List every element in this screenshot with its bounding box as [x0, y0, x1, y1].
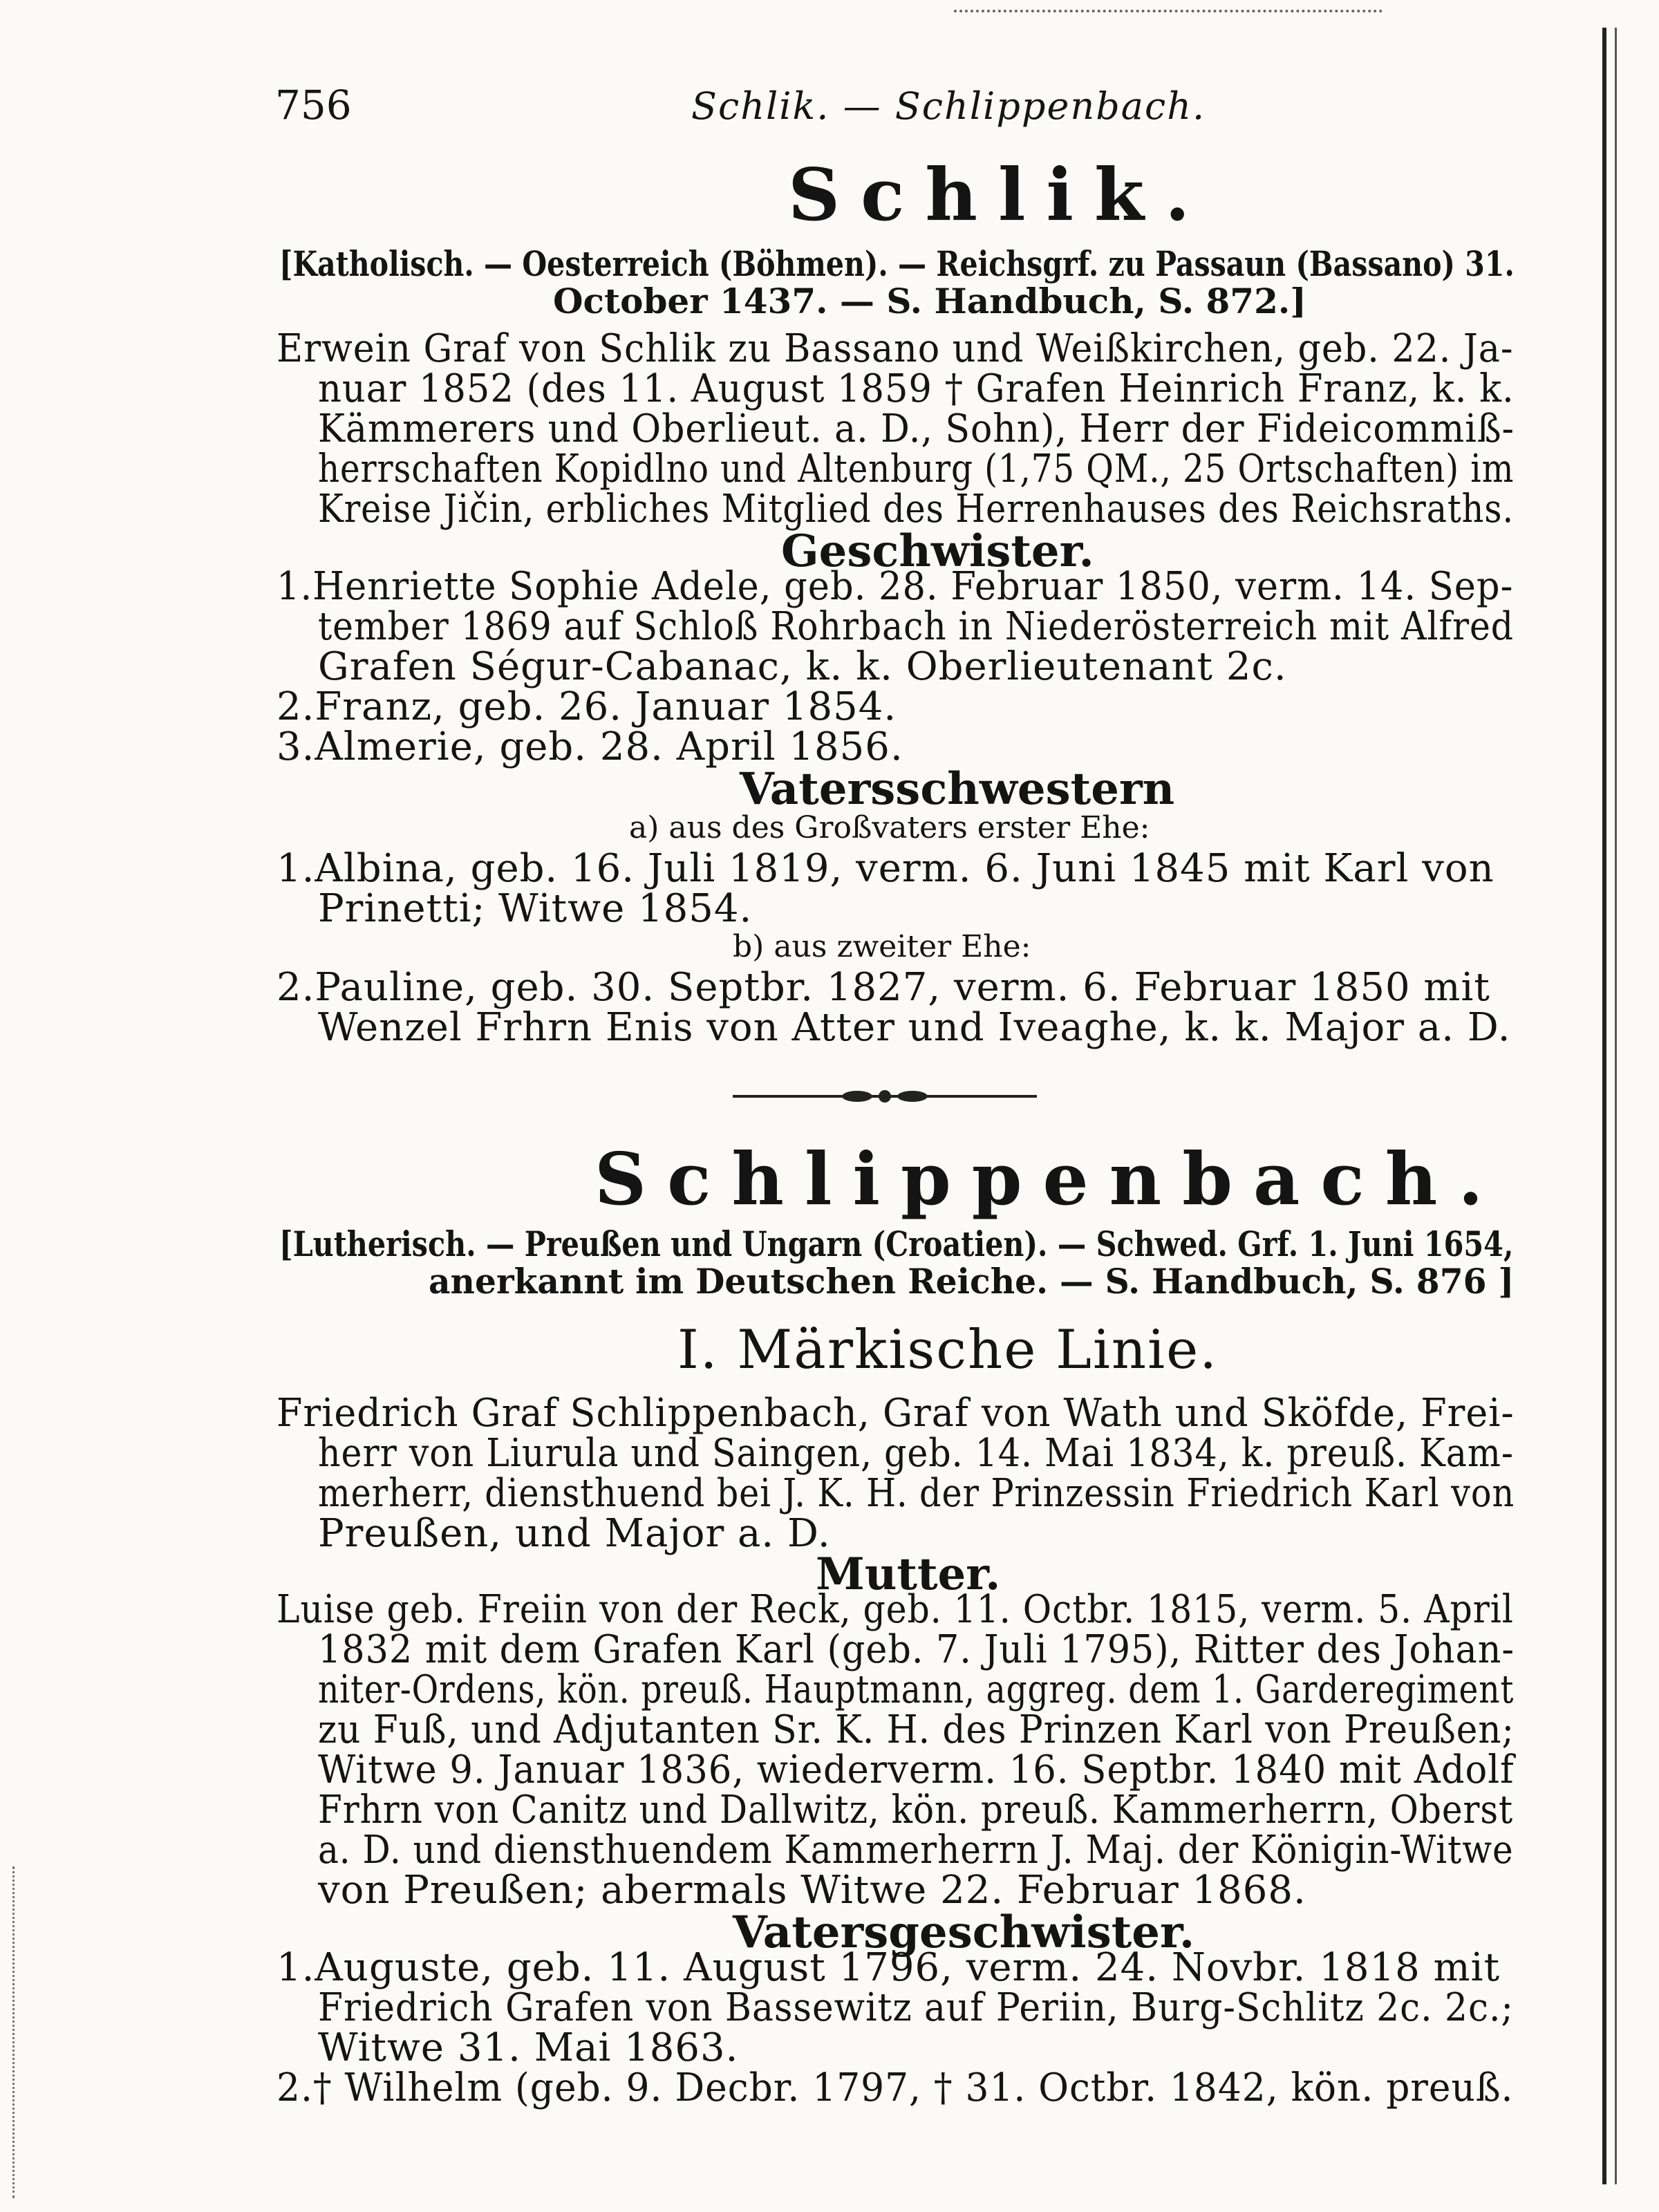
sibling-line-3: Grafen Ségur-Cabanac, k. k. Oberlieutenant 2c.	[318, 644, 1287, 689]
aunt-b-line-2: Wenzel Frhrn Enis von Atter und Iveaghe, k. k. Major a. D.	[318, 1005, 1511, 1050]
mother-line-5: Witwe 9. Januar 1836, wiederverm. 16. Septbr. 1840 mit Adolf	[318, 1747, 1515, 1792]
uncle-line-1: 1.Auguste, geb. 11. August 1796, verm. 24. Novbr. 1818 mit	[276, 1945, 1501, 1990]
schlik-entry-line-1: Erwein Graf von Schlik zu Bassano und Weißkirchen, geb. 22. Ja-	[276, 326, 1514, 371]
mother-line-7: a. D. und diensthuendem Kammerherrn J. Maj. der Königin-Witwe	[318, 1828, 1514, 1873]
schlik-entry-line-5: Kreise Jičin, erbliches Mitglied des Herrenhauses des Reichsraths.	[318, 487, 1514, 532]
mother-line-2: 1832 mit dem Grafen Karl (geb. 7. Juli 1795), Ritter des Johan-	[318, 1627, 1515, 1672]
mother-line-8: von Preußen; abermals Witwe 22. Februar 1868.	[318, 1868, 1306, 1913]
family-title-schlippenbach: Schlippenbach.	[594, 1136, 1504, 1221]
sibling-line-5: 3.Almerie, geb. 28. April 1856.	[276, 724, 903, 769]
aunt-a-line-2: Prinetti; Witwe 1854.	[318, 886, 753, 931]
mother-line-3: niter-Ordens, kön. preuß. Hauptmann, aggreg. dem 1. Garderegiment	[318, 1667, 1515, 1712]
schlik-entry-line-3: Kämmerers und Oberlieut. a. D., Sohn), Herr der Fideicommiß-	[318, 406, 1515, 451]
uncle-line-3: Witwe 31. Mai 1863.	[318, 2025, 739, 2070]
schlippenbach-bracket-line-1: [Lutherisch. — Preußen und Ungarn (Croatien). — Schwed. Grf. 1. Juni 1654,	[279, 1224, 1514, 1264]
schlik-bracket-line-1: [Katholisch. — Oesterreich (Böhmen). — Reichsgrf. zu Passaun (Bassano) 31.	[279, 243, 1515, 284]
mother-line-6: Frhrn von Canitz und Dallwitz, kön. preuß. Kammerherrn, Oberst	[318, 1788, 1514, 1833]
top-edge-dots	[954, 10, 1382, 12]
mother-line-4: zu Fuß, und Adjutanten Sr. K. H. des Prinzen Karl von Preußen;	[318, 1707, 1515, 1752]
page-number: 756	[275, 82, 352, 129]
schlippenbach-entry-line-1: Friedrich Graf Schlippenbach, Graf von Wath und Sköfde, Frei-	[276, 1391, 1515, 1436]
aunt-a-line-1: 1.Albina, geb. 16. Juli 1819, verm. 6. Juni 1845 mit Karl von	[276, 846, 1494, 891]
schlik-entry-line-2: nuar 1852 (des 11. August 1859 † Grafen Heinrich Franz, k. k.	[318, 366, 1515, 411]
mother-line-1: Luise geb. Freiin von der Reck, geb. 11. Octbr. 1815, verm. 5. April	[276, 1587, 1514, 1632]
sibling-line-4: 2.Franz, geb. 26. Januar 1854.	[276, 684, 897, 729]
schlippenbach-entry-line-3: merherr, diensthuend bei J. K. H. der Prinzessin Friedrich Karl von	[318, 1471, 1515, 1516]
schlippenbach-entry-line-4: Preußen, und Major a. D.	[318, 1511, 831, 1556]
page-edge-rule-thin	[1615, 28, 1617, 2184]
running-title: Schlik. — Schlippenbach.	[691, 84, 1206, 128]
page-edge-rule	[1602, 28, 1606, 2184]
heading-geschwister: Geschwister.	[781, 525, 1094, 577]
uncle-line-2: Friedrich Grafen von Bassewitz auf Periin, Burg-Schlitz 2c. 2c.;	[318, 1985, 1514, 2030]
uncle-line-4: 2.† Wilhelm (geb. 9. Decbr. 1797, † 31. Octbr. 1842, kön. preuß.	[276, 2065, 1514, 2110]
aunt-b-line-1: 2.Pauline, geb. 30. Septbr. 1827, verm. 6. Februar 1850 mit	[276, 965, 1490, 1010]
sibling-line-1: 1.Henriette Sophie Adele, geb. 28. Februar 1850, verm. 14. Sep-	[276, 564, 1514, 609]
subheading-second-marriage: b) aus zweiter Ehe:	[733, 929, 1031, 964]
sibling-line-2: tember 1869 auf Schloß Rohrbach in Niederösterreich mit Alfred	[318, 604, 1514, 649]
heading-vatersgeschwister: Vatersgeschwister.	[733, 1906, 1195, 1958]
heading-vatersschwestern: Vatersschwestern	[740, 763, 1175, 815]
schlippenbach-entry-line-2: herr von Liurula und Saingen, geb. 14. Mai 1834, k. preuß. Kam-	[318, 1431, 1514, 1476]
section-divider-ornament	[733, 1088, 1037, 1105]
subheading-first-marriage: a) aus des Großvaters erster Ehe:	[629, 810, 1150, 845]
family-title-schlik: Schlik.	[788, 152, 1211, 237]
heading-maerkische-linie: I. Märkische Linie.	[677, 1319, 1219, 1381]
schlik-entry-line-4: herrschaften Kopidlno und Altenburg (1,75 QM., 25 Ortschaften) im	[318, 447, 1515, 491]
schlippenbach-bracket-line-2: anerkannt im Deutschen Reiche. — S. Handbuch, S. 876 ]	[429, 1261, 1515, 1302]
schlik-bracket-line-2: October 1437. — S. Handbuch, S. 872.]	[553, 281, 1306, 321]
left-edge-dots	[12, 1866, 16, 2198]
heading-mutter: Mutter.	[816, 1548, 1001, 1600]
